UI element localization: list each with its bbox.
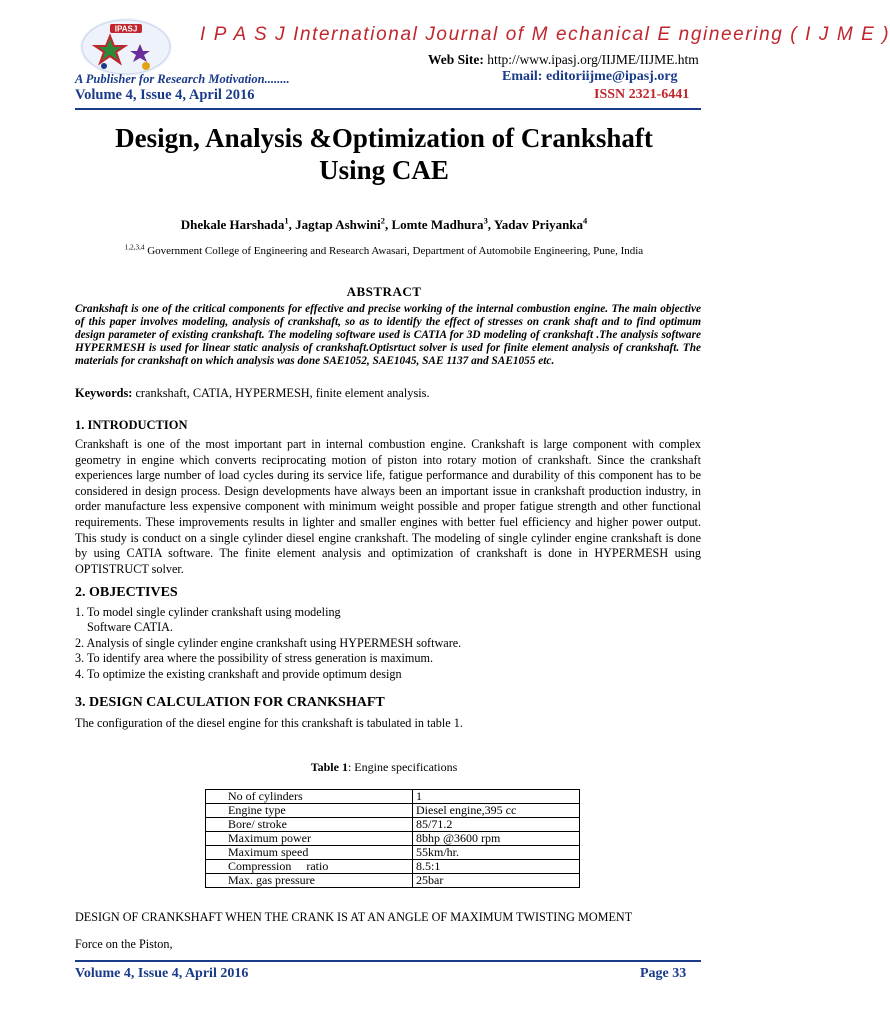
abstract-body: Crankshaft is one of the critical components for effective and precise working of the internal combustion engine. The main objective of this paper involves modeling, analysis of crankshaft, so as to identify the effect of stresses on crank shaft and to find optimum design parameter of existing crankshaft. The modeling software used is CATIA for 3D modeling of crankshaft .The analysis software HYPERMESH is used for linear static analysis of crankshaft.Optisrtuct solver is used for finite element analysis of crankshaft. The materials for crankshaft on which analysis was done SAE1052, SAE1045, SAE 1137 and SAE1055 etc.	[75, 303, 701, 367]
logo-star-icon	[80, 18, 172, 76]
list-item: 3. To identify area where the possibility of stress generation is maximum.	[75, 651, 434, 666]
introduction-heading: 1. INTRODUCTION	[75, 418, 188, 432]
table-cell-value: 8.5:1	[413, 860, 580, 874]
footer-divider	[75, 960, 701, 962]
author-name: Dhekale Harshada	[180, 217, 285, 232]
table-row	[206, 846, 580, 860]
table-cell-key: Bore/ stroke	[206, 818, 413, 832]
table-row	[206, 832, 580, 846]
keywords-text: crankshaft, CATIA, HYPERMESH, finite element analysis.	[135, 386, 430, 400]
author-name: Jagtap Ashwini	[295, 217, 381, 232]
issn-number: ISSN 2321-6441	[594, 87, 690, 102]
table-cell-key: Compression ratio	[206, 860, 413, 874]
email-address[interactable]: editoriijme@ipasj.org	[545, 69, 678, 84]
table-row	[206, 874, 580, 888]
table-row	[206, 804, 580, 818]
website-line	[428, 52, 699, 68]
table-cell-value: Diesel engine,395 cc	[413, 804, 580, 818]
twisting-moment-line: DESIGN OF CRANKSHAFT WHEN THE CRANK IS AT AN ANGLE OF MAXIMUM TWISTING MOMENT	[75, 910, 633, 924]
force-on-piston-line: Force on the Piston,	[75, 937, 173, 951]
table-cell-key: Maximum power	[206, 832, 413, 846]
email-label: Email:	[502, 69, 543, 84]
list-item: 4. To optimize the existing crankshaft and provide optimum design	[75, 666, 402, 681]
author-superscript: 4	[583, 215, 588, 226]
introduction-body: Crankshaft is one of the most important part in internal combustion engine. Crankshaft is large component with complex geometry in engine which converts reciprocating motion of piston into rotary motion of crankshaft. Since the crankshaft experiences large number of load cycles during its service life, fatigue performance and durability of this component has to be considered in design process. Design developments have always been an important issue in crankshaft production industry, in order manufacture less expensive component with minimum weight possible and proper fatigue strength and other functional requirements. These improvements results in lighter and smaller engines with better fuel efficiency and higher power output. This study is conduct on a single cylinder diesel engine crankshaft. The modeling of single cylinder engine crankshaft is done by using CATIA software. The finite element analysis and optimization of crankshaft is done in HYPERMESH using OPTISTRUCT solver.	[75, 437, 701, 576]
table-caption-text: : Engine specifications	[347, 760, 458, 774]
objectives-list	[75, 605, 701, 682]
author-superscript: 2	[380, 215, 385, 226]
table-cell-value: 25bar	[413, 874, 580, 888]
keywords-label: Keywords:	[75, 386, 133, 400]
affiliation-text: Government College of Engineering and Research Awasari, Department of Automobile Engineering, Pune, India	[147, 245, 644, 257]
journal-title: I P A S J International Journal of M echanical E ngineering ( I J M E )	[200, 24, 890, 45]
paper-title: Design, Analysis &Optimization of Crankshaft Using CAE	[115, 123, 653, 185]
table-row	[206, 818, 580, 832]
table-caption	[80, 760, 688, 775]
list-item: 2. Analysis of single cylinder engine crankshaft using HYPERMESH software.	[75, 635, 462, 650]
author-affiliation	[80, 245, 688, 257]
author-name: Yadav Priyanka	[493, 217, 584, 232]
engine-specifications-table	[205, 789, 580, 888]
website-label: Web Site:	[428, 52, 484, 67]
publisher-logo	[80, 18, 172, 76]
keywords-line	[75, 386, 701, 401]
design-calculation-heading: 3. DESIGN CALCULATION FOR CRANKSHAFT	[75, 695, 385, 710]
author-superscript: 1	[284, 215, 289, 226]
table-cell-key: Engine type	[206, 804, 413, 818]
table-cell-key: Max. gas pressure	[206, 874, 413, 888]
table-cell-value: 55km/hr.	[413, 846, 580, 860]
list-item: 1. To model single cylinder crankshaft using modeling	[75, 605, 341, 619]
header-divider	[75, 108, 701, 110]
author-list: Dhekale Harshada$^1$, Jagtap Ashwini$^2$, Lomte Madhura$^3$, Yadav Priyanka$^4$	[180, 215, 588, 232]
table-cell-value: 1	[413, 790, 580, 804]
publisher-tagline: A Publisher for Research Motivation........	[75, 72, 290, 86]
table-row	[206, 860, 580, 874]
website-url[interactable]: http://www.ipasj.org/IIJME/IIJME.htm	[487, 52, 699, 67]
author-superscript: 3	[483, 215, 488, 226]
logo-label: IPASJ	[114, 24, 138, 34]
affiliation-superscript: 1,2,3,4	[124, 243, 145, 252]
objectives-heading: 2. OBJECTIVES	[75, 585, 178, 600]
page-number: Page 33	[640, 966, 687, 981]
abstract-heading: ABSTRACT	[346, 284, 422, 299]
table-caption-label: Table 1	[310, 760, 348, 774]
list-item: Software CATIA.	[87, 620, 173, 635]
issue-volume: Volume 4, Issue 4, April 2016	[75, 87, 255, 103]
table-cell-value: 85/71.2	[413, 818, 580, 832]
design-calculation-intro: The configuration of the diesel engine for this crankshaft is tabulated in table 1.	[75, 716, 463, 730]
table-row	[206, 790, 580, 804]
table-cell-key: Maximum speed	[206, 846, 413, 860]
author-name: Lomte Madhura	[391, 217, 484, 232]
table-cell-value: 8bhp @3600 rpm	[413, 832, 580, 846]
footer-volume: Volume 4, Issue 4, April 2016	[75, 966, 249, 981]
table-cell-key: No of cylinders	[206, 790, 413, 804]
email-line	[502, 69, 678, 85]
